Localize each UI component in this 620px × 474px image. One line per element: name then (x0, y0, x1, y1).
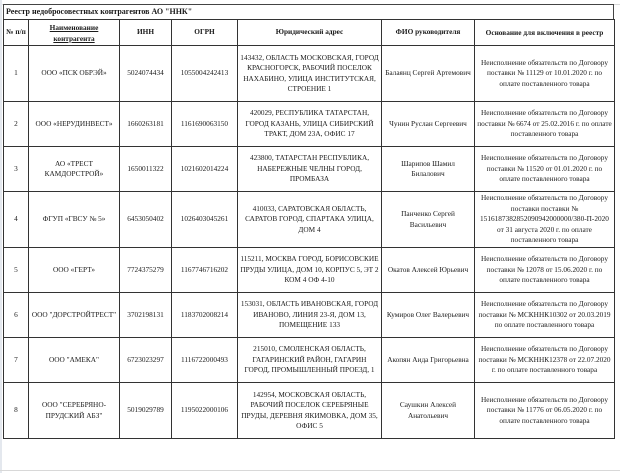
cell-inn: 1660263181 (120, 102, 172, 147)
cell-num: 2 (4, 102, 29, 147)
cell-address: 115211, МОСКВА ГОРОД, БОРИСОВСКИЕ ПРУДЫ УЛИЦА, ДОМ 10, КОРПУС 5, ЭТ 2 КОМ 4 ОФ 4-10 (238, 248, 382, 293)
cell-reason: Неисполнение обязательств по Договору поставки № МСКННК12378 от 22.07.2020 г. по оплате поставленного товара (475, 338, 615, 383)
table-row (4, 102, 615, 147)
cell-director: Саушкин Алексей Анатольевич (382, 383, 475, 439)
cell-ogrn: 1161690063150 (172, 102, 238, 147)
cell-ogrn: 1183702008214 (172, 293, 238, 338)
cell-director: Чунин Руслан Сергеевич (382, 102, 475, 147)
cell-reason: Неисполнение обязательств по Договору поставки № 11129 от 10.01.2020 г. по оплате поставленного товара (475, 46, 615, 102)
sheet-gridline-bottom (0, 470, 620, 474)
cell-reason: Неисполнение обязательств по Договору поставки поставки № 1516187382852090942000000/380-П-2020 от 31 августа 2020 г. по оплате поставленного товара (475, 192, 615, 248)
cell-inn: 5019029789 (120, 383, 172, 439)
cell-reason: Неисполнение обязательств по Договору поставки № МСКННК10302 от 20.03.2019 по оплате поставленного товара (475, 293, 615, 338)
cell-address: 215010, СМОЛЕНСКАЯ ОБЛАСТЬ, ГАГАРИНСКИЙ РАЙОН, ГАГАРИН ГОРОД, ПРОМЫШЛЕННЫЙ ПРОЕЗД, 1 (238, 338, 382, 383)
cell-director: Панченко Сергей Васильевич (382, 192, 475, 248)
header-ogrn: ОГРН (172, 20, 238, 46)
cell-name: АО «ТРЕСТ КАМДОРСТРОЙ» (29, 147, 120, 192)
cell-director: Шарипов Шамил Билалович (382, 147, 475, 192)
sheet-left-edge (0, 0, 2, 473)
cell-ogrn: 1055004242413 (172, 46, 238, 102)
table-row (4, 192, 615, 248)
cell-reason: Неисполнение обязательств по Договору поставки № 12078 от 15.06.2020 г. по оплате поставленного товара (475, 248, 615, 293)
cell-ogrn: 1195022000106 (172, 383, 238, 439)
cell-ogrn: 1116722000493 (172, 338, 238, 383)
cell-reason: Неисполнение обязательств по Договору поставки № 11520 от 01.01.2020 г. по оплате поставленного товара (475, 147, 615, 192)
cell-reason: Неисполнение обязательств по Договору поставки № 6674 от 25.02.2016 г. по оплате поставленного товара (475, 102, 615, 147)
cell-ogrn: 1021602014224 (172, 147, 238, 192)
table-row (4, 147, 615, 192)
header-name (29, 20, 120, 46)
document-title: Реестр недобросовестных контрагентов АО "ННК" (3, 4, 614, 19)
cell-director: Кумиров Олег Валерьевич (382, 293, 475, 338)
cell-num: 3 (4, 147, 29, 192)
cell-name: ООО «ПСК ОБРЭЙ» (29, 46, 120, 102)
cell-director: Окатов Алексей Юрьевич (382, 248, 475, 293)
cell-address: 142954, МОСКОВСКАЯ ОБЛАСТЬ, РАБОЧИЙ ПОСЕЛОК СЕРЕБРЯНЫЕ ПРУДЫ, ДЕРЕВНЯ ЯКИМОВКА, ДОМ 35, ОФИС 5 (238, 383, 382, 439)
cell-num: 5 (4, 248, 29, 293)
cell-inn: 6453050402 (120, 192, 172, 248)
cell-ogrn: 1167746716202 (172, 248, 238, 293)
cell-name: ФГУП «ГВСУ № 5» (29, 192, 120, 248)
table-header-row (4, 20, 615, 46)
cell-num: 6 (4, 293, 29, 338)
cell-inn: 1650011322 (120, 147, 172, 192)
header-num: № п/п (4, 20, 29, 46)
cell-name: ООО «НЕРУДИНВЕСТ» (29, 102, 120, 147)
cell-num: 1 (4, 46, 29, 102)
cell-name: ООО "АМЕКА" (29, 338, 120, 383)
cell-num: 7 (4, 338, 29, 383)
cell-inn: 5024074434 (120, 46, 172, 102)
table-row (4, 293, 615, 338)
header-name-label: Наименование контрагента (49, 22, 99, 43)
cell-inn: 6723023297 (120, 338, 172, 383)
cell-num: 4 (4, 192, 29, 248)
table-row (4, 248, 615, 293)
cell-inn: 3702198131 (120, 293, 172, 338)
header-reason: Основание для включения в реестр (475, 20, 615, 46)
table-row (4, 46, 615, 102)
cell-address: 143432, ОБЛАСТЬ МОСКОВСКАЯ, ГОРОД КРАСНОГОРСК, РАБОЧИЙ ПОСЕЛОК НАХАБИНО, УЛИЦА ИНСТИТУТСКАЯ, СТРОЕНИЕ 1 (238, 46, 382, 102)
header-inn: ИНН (120, 20, 172, 46)
cell-name: ООО "ДОРСТРОЙТРЕСТ" (29, 293, 120, 338)
cell-num: 8 (4, 383, 29, 439)
cell-director: Акопян Аида Григорьевна (382, 338, 475, 383)
cell-name: ООО «ГЕРТ» (29, 248, 120, 293)
cell-address: 410033, САРАТОВСКАЯ ОБЛАСТЬ, САРАТОВ ГОРОД, СПАРТАКА УЛИЦА, ДОМ 4 (238, 192, 382, 248)
cell-reason: Неисполнение обязательств по Договору поставки № 11776 от 06.05.2020 г. по оплате поставленного товара (475, 383, 615, 439)
registry-table (3, 19, 615, 439)
cell-inn: 7724375279 (120, 248, 172, 293)
cell-address: 153031, ОБЛАСТЬ ИВАНОВСКАЯ, ГОРОД ИВАНОВО, ЛИНИЯ 23-Я, ДОМ 13, ПОМЕЩЕНИЕ 133 (238, 293, 382, 338)
header-director: ФИО руководителя (382, 20, 475, 46)
table-row (4, 338, 615, 383)
cell-address: 420029, РЕСПУБЛИКА ТАТАРСТАН, ГОРОД КАЗАНЬ, УЛИЦА СИБИРСКИЙ ТРАКТ, ДОМ 23А, ОФИС 17 (238, 102, 382, 147)
cell-name: ООО "СЕРЕБРЯНО-ПРУДСКИЙ АБЗ" (29, 383, 120, 439)
cell-director: Балаянц Сергей Артемович (382, 46, 475, 102)
cell-address: 423800, ТАТАРСТАН РЕСПУБЛИКА, НАБЕРЕЖНЫЕ ЧЕЛНЫ ГОРОД, ПРОМБАЗА (238, 147, 382, 192)
header-address: Юридический адрес (238, 20, 382, 46)
table-row (4, 383, 615, 439)
cell-ogrn: 1026403045261 (172, 192, 238, 248)
